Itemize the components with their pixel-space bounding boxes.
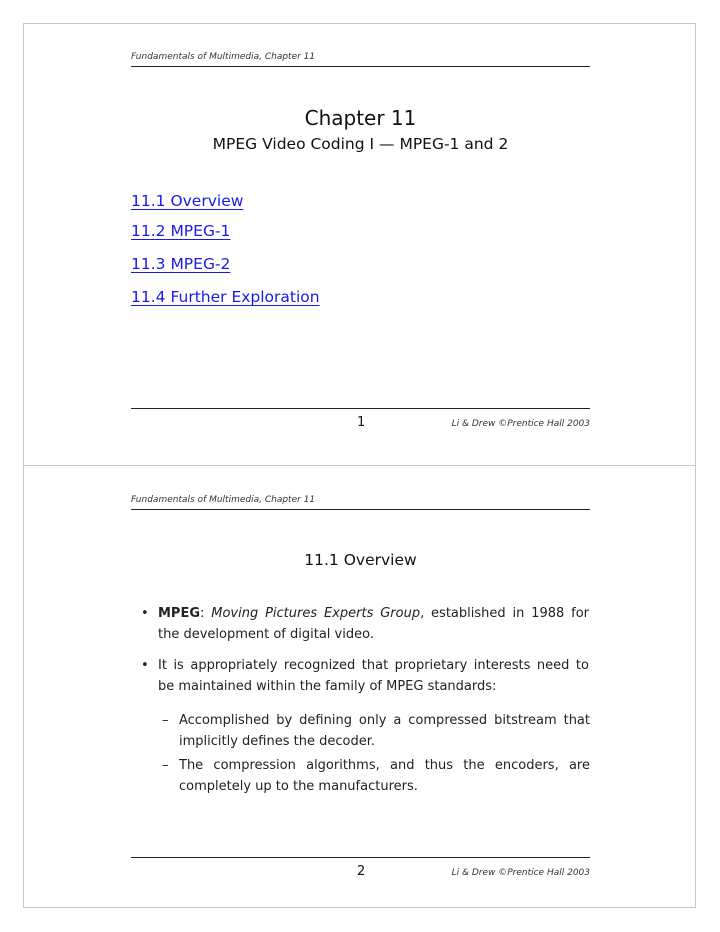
bullet-text bbox=[158, 603, 589, 645]
toc-link-mpeg-2[interactable]: 11.3 MPEG-2 bbox=[131, 255, 231, 273]
header-rule bbox=[131, 66, 590, 67]
chapter-title: Chapter 11 bbox=[304, 106, 417, 130]
toc-link-further-exploration[interactable]: 11.4 Further Exploration bbox=[131, 288, 320, 306]
page-number: 2 bbox=[357, 864, 366, 879]
bullet-text: It is appropriately recognized that proprietary interests need to be maintained within the family of MPEG standards: bbox=[158, 658, 589, 694]
sub-bullet-text: Accomplished by defining only a compressed bitstream that implicitly defines the decoder. bbox=[179, 713, 590, 749]
chapter-subtitle: MPEG Video Coding I — MPEG-1 and 2 bbox=[212, 135, 509, 153]
running-head: Fundamentals of Multimedia, Chapter 11 bbox=[131, 495, 316, 505]
bullet-icon: • bbox=[141, 606, 149, 621]
bullet-rest: , established in 1988 for the development of digital video. bbox=[158, 606, 589, 642]
slide-2 bbox=[131, 491, 590, 891]
toc-link-overview[interactable]: 11.1 Overview bbox=[131, 192, 244, 210]
toc-link-mpeg-1[interactable]: 11.2 MPEG-1 bbox=[131, 222, 231, 240]
footer-rule bbox=[131, 408, 590, 409]
slide-1 bbox=[131, 48, 590, 438]
dash-icon: – bbox=[162, 758, 169, 773]
bullet-separator: : bbox=[200, 606, 205, 621]
copyright-notice: Li & Drew ©Prentice Hall 2003 bbox=[451, 419, 590, 429]
bullet-term: MPEG bbox=[158, 606, 201, 621]
section-title: 11.1 Overview bbox=[304, 551, 417, 569]
running-head: Fundamentals of Multimedia, Chapter 11 bbox=[131, 52, 316, 62]
header-rule bbox=[131, 509, 590, 510]
footer-rule bbox=[131, 857, 590, 858]
bullet-icon: • bbox=[141, 658, 149, 673]
page-number: 1 bbox=[357, 415, 366, 430]
copyright-notice: Li & Drew ©Prentice Hall 2003 bbox=[451, 868, 590, 878]
dash-icon: – bbox=[162, 713, 169, 728]
bullet-italic: Moving Pictures Experts Group bbox=[211, 606, 421, 621]
sub-bullet-text: The compression algorithms, and thus the encoders, are completely up to the manufacturers. bbox=[179, 758, 590, 794]
slide-divider bbox=[23, 465, 696, 466]
